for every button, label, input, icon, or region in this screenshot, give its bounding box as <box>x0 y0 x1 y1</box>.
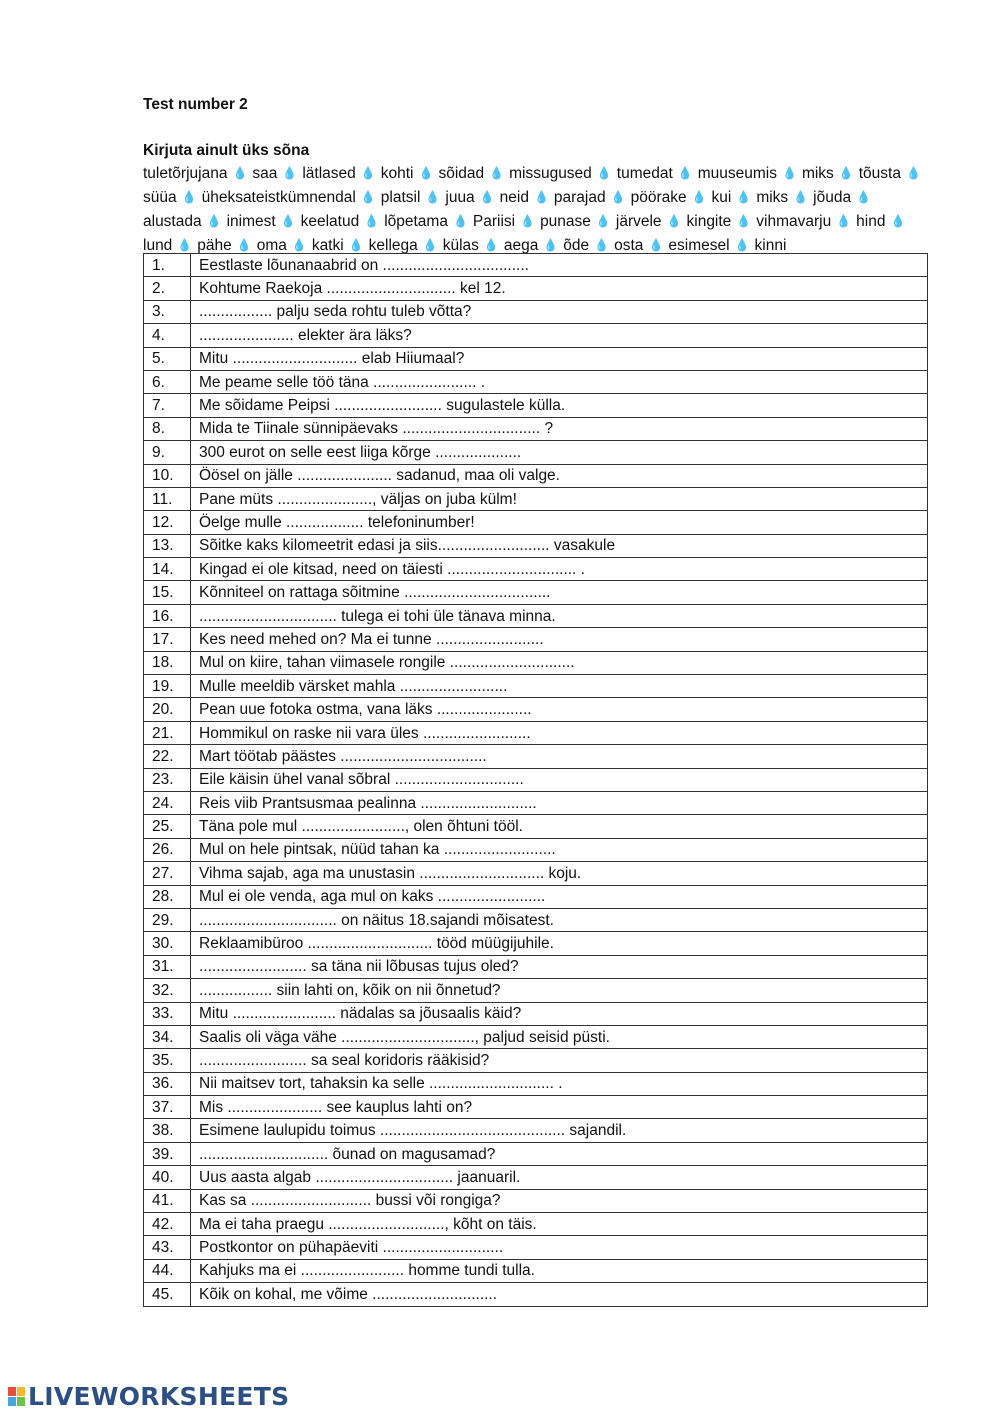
word-bank-word: üheksateistkümnendal <box>201 189 356 206</box>
table-row <box>144 604 928 627</box>
word-bank-word: jõuda <box>813 189 852 206</box>
logo-square <box>8 1387 16 1396</box>
word-bank-word: miks <box>756 189 789 206</box>
item-sentence[interactable]: Mitu ........................ nädalas sa jõusaalis käid? <box>191 1002 928 1025</box>
item-number: 44. <box>144 1259 191 1282</box>
item-sentence[interactable]: Mul on kiire, tahan viimasele rongile ............................. <box>191 651 928 674</box>
table-row <box>144 370 928 393</box>
item-sentence[interactable]: Kõik on kohal, me võime ............................. <box>191 1283 928 1306</box>
word-bank-word: pähe <box>197 237 232 254</box>
word-bank-word: Pariisi <box>472 213 516 230</box>
table-row <box>144 464 928 487</box>
water-drop-icon: 💧 <box>595 214 611 228</box>
item-sentence[interactable]: Eile käisin ühel vanal sõbral .............................. <box>191 768 928 791</box>
item-sentence[interactable]: Nii maitsev tort, tahaksin ka selle ............................. . <box>191 1072 928 1095</box>
table-row <box>144 908 928 931</box>
table-row <box>144 651 928 674</box>
water-drop-icon: 💧 <box>890 214 906 228</box>
word-bank-word: vihmavarju <box>756 213 832 230</box>
water-drop-icon: 💧 <box>360 190 376 204</box>
exercise-table <box>143 253 928 1307</box>
water-drop-icon: 💧 <box>177 238 193 252</box>
item-sentence[interactable]: Saalis oli väga vähe ..............................., paljud seisid püsti. <box>191 1025 928 1048</box>
item-sentence[interactable]: Mis ...................... see kauplus lahti on? <box>191 1096 928 1119</box>
item-number: 36. <box>144 1072 191 1095</box>
water-drop-icon: 💧 <box>425 190 441 204</box>
item-number: 15. <box>144 581 191 604</box>
table-row <box>144 721 928 744</box>
water-drop-icon: 💧 <box>543 238 559 252</box>
word-bank-word: juua <box>445 189 475 206</box>
table-row <box>144 768 928 791</box>
water-drop-icon: 💧 <box>422 238 438 252</box>
table-row <box>144 979 928 1002</box>
water-drop-icon: 💧 <box>452 214 468 228</box>
water-drop-icon: 💧 <box>181 190 197 204</box>
word-bank-word: katki <box>311 237 344 254</box>
water-drop-icon: 💧 <box>280 214 296 228</box>
table-row <box>144 394 928 417</box>
item-number: 9. <box>144 441 191 464</box>
item-sentence[interactable]: ................................ tulega ei tohi üle tänava minna. <box>191 604 928 627</box>
item-number: 37. <box>144 1096 191 1119</box>
item-sentence[interactable]: Mul ei ole venda, aga mul on kaks ......................... <box>191 885 928 908</box>
table-row <box>144 675 928 698</box>
table-row <box>144 885 928 908</box>
item-number: 27. <box>144 862 191 885</box>
item-number: 43. <box>144 1236 191 1259</box>
table-row <box>144 1283 928 1306</box>
item-sentence[interactable]: Uus aasta algab ................................ jaanuaril. <box>191 1166 928 1189</box>
item-sentence[interactable]: Öelge mulle .................. telefoninumber! <box>191 511 928 534</box>
word-bank-word: pöörake <box>630 189 687 206</box>
item-sentence[interactable]: 300 eurot on selle eest liiga kõrge .................... <box>191 441 928 464</box>
item-number: 12. <box>144 511 191 534</box>
table-row <box>144 628 928 651</box>
word-bank-word: alustada <box>143 213 202 230</box>
water-drop-icon: 💧 <box>232 166 248 180</box>
word-bank-line <box>143 210 933 234</box>
water-drop-icon: 💧 <box>348 238 364 252</box>
item-number: 11. <box>144 487 191 510</box>
table-row <box>144 1213 928 1236</box>
table-row <box>144 955 928 978</box>
item-number: 17. <box>144 628 191 651</box>
logo-text: LIVEWORKSHEETS <box>28 1381 290 1411</box>
word-bank-word: lätlased <box>302 165 356 182</box>
word-bank-word: esimesel <box>668 237 730 254</box>
item-sentence[interactable]: Hommikul on raske nii vara üles ......................... <box>191 721 928 744</box>
water-drop-icon: 💧 <box>736 190 752 204</box>
item-number: 38. <box>144 1119 191 1142</box>
item-number: 20. <box>144 698 191 721</box>
water-drop-icon: 💧 <box>838 166 854 180</box>
table-row <box>144 1072 928 1095</box>
item-sentence[interactable]: Mulle meeldib värsket mahla ......................... <box>191 675 928 698</box>
item-sentence[interactable]: Kingad ei ole kitsad, need on täiesti .............................. . <box>191 558 928 581</box>
item-sentence[interactable]: .............................. õunad on magusamad? <box>191 1142 928 1165</box>
item-number: 14. <box>144 558 191 581</box>
water-drop-icon: 💧 <box>364 214 380 228</box>
item-number: 33. <box>144 1002 191 1025</box>
water-drop-icon: 💧 <box>418 166 434 180</box>
item-sentence[interactable]: Me peame selle töö täna ........................ . <box>191 370 928 393</box>
water-drop-icon: 💧 <box>736 214 752 228</box>
item-number: 25. <box>144 815 191 838</box>
logo-mark-icon <box>8 1387 25 1406</box>
item-sentence[interactable]: ...................... elekter ära läks? <box>191 324 928 347</box>
word-bank-word: süüa <box>143 189 177 206</box>
table-row <box>144 300 928 323</box>
item-number: 35. <box>144 1049 191 1072</box>
item-sentence[interactable]: ......................... sa täna nii lõbusas tujus oled? <box>191 955 928 978</box>
table-row <box>144 441 928 464</box>
table-row <box>144 1236 928 1259</box>
item-number: 1. <box>144 254 191 277</box>
table-row <box>144 698 928 721</box>
word-bank-word: kellega <box>368 237 418 254</box>
item-sentence[interactable]: Kahjuks ma ei ........................ homme tundi tulla. <box>191 1259 928 1282</box>
water-drop-icon: 💧 <box>291 238 307 252</box>
item-sentence[interactable]: Postkontor on pühapäeviti ............................ <box>191 1236 928 1259</box>
word-bank-word: neid <box>499 189 529 206</box>
water-drop-icon: 💧 <box>236 238 252 252</box>
item-number: 29. <box>144 908 191 931</box>
item-sentence[interactable]: Mida te Tiinale sünnipäevaks ................................ ? <box>191 417 928 440</box>
water-drop-icon: 💧 <box>520 214 536 228</box>
word-bank-word: miks <box>801 165 834 182</box>
item-number: 30. <box>144 932 191 955</box>
item-number: 18. <box>144 651 191 674</box>
word-bank-word: osta <box>614 237 644 254</box>
item-number: 26. <box>144 838 191 861</box>
item-sentence[interactable]: Vihma sajab, aga ma unustasin ............................. koju. <box>191 862 928 885</box>
table-row <box>144 1025 928 1048</box>
table-row <box>144 487 928 510</box>
water-drop-icon: 💧 <box>489 166 505 180</box>
item-sentence[interactable]: Mitu ............................. elab Hiiumaal? <box>191 347 928 370</box>
item-number: 5. <box>144 347 191 370</box>
item-sentence[interactable]: Ma ei taha praegu ..........................., kõht on täis. <box>191 1213 928 1236</box>
table-row <box>144 862 928 885</box>
item-sentence[interactable]: Sõitke kaks kilomeetrit edasi ja siis.......................... vasakule <box>191 534 928 557</box>
word-bank-word: järvele <box>615 213 662 230</box>
item-number: 41. <box>144 1189 191 1212</box>
instruction-heading: Kirjuta ainult üks sõna <box>143 142 310 159</box>
item-sentence[interactable]: Mart töötab päästes .................................. <box>191 745 928 768</box>
table-row <box>144 558 928 581</box>
item-number: 7. <box>144 394 191 417</box>
word-bank-word: tuletõrjujana <box>143 165 228 182</box>
item-sentence[interactable]: Reklaamibüroo ............................. tööd müügijuhile. <box>191 932 928 955</box>
item-number: 2. <box>144 277 191 300</box>
item-sentence[interactable]: Öösel on jälle ...................... sadanud, maa oli valge. <box>191 464 928 487</box>
water-drop-icon: 💧 <box>691 190 707 204</box>
water-drop-icon: 💧 <box>734 238 750 252</box>
item-sentence[interactable]: Mul on hele pintsak, nüüd tahan ka .......................... <box>191 838 928 861</box>
item-number: 28. <box>144 885 191 908</box>
item-number: 42. <box>144 1213 191 1236</box>
word-bank-word: lund <box>143 237 173 254</box>
item-sentence[interactable]: Kas sa ............................ bussi või rongiga? <box>191 1189 928 1212</box>
table-row <box>144 745 928 768</box>
item-number: 40. <box>144 1166 191 1189</box>
item-number: 10. <box>144 464 191 487</box>
water-drop-icon: 💧 <box>836 214 852 228</box>
word-bank-word: hind <box>856 213 886 230</box>
water-drop-icon: 💧 <box>793 190 809 204</box>
item-number: 19. <box>144 675 191 698</box>
item-number: 24. <box>144 791 191 814</box>
item-number: 39. <box>144 1142 191 1165</box>
table-row <box>144 838 928 861</box>
word-bank-line <box>143 162 933 186</box>
table-row <box>144 1119 928 1142</box>
table-row <box>144 1189 928 1212</box>
item-sentence[interactable]: Kes need mehed on? Ma ei tunne ......................... <box>191 628 928 651</box>
water-drop-icon: 💧 <box>856 190 872 204</box>
table-row <box>144 1259 928 1282</box>
table-row <box>144 324 928 347</box>
word-bank-word: sõidad <box>438 165 485 182</box>
item-number: 21. <box>144 721 191 744</box>
word-bank-word: külas <box>442 237 479 254</box>
water-drop-icon: 💧 <box>483 238 499 252</box>
word-bank-word: oma <box>256 237 287 254</box>
logo-square <box>17 1397 25 1406</box>
table-row <box>144 534 928 557</box>
item-number: 45. <box>144 1283 191 1306</box>
word-bank-word: parajad <box>553 189 606 206</box>
word-bank-word: kingite <box>686 213 732 230</box>
word-bank-word: muuseumis <box>697 165 777 182</box>
item-number: 31. <box>144 955 191 978</box>
table-row <box>144 1002 928 1025</box>
logo-square <box>17 1387 25 1396</box>
table-row <box>144 581 928 604</box>
word-bank-word: punase <box>540 213 591 230</box>
table-row <box>144 932 928 955</box>
word-bank-word: saa <box>252 165 278 182</box>
item-number: 16. <box>144 604 191 627</box>
table-row <box>144 815 928 838</box>
item-sentence[interactable]: Kõnniteel on rattaga sõitmine .................................. <box>191 581 928 604</box>
item-number: 23. <box>144 768 191 791</box>
item-sentence[interactable]: Pane müts ......................, väljas on juba külm! <box>191 487 928 510</box>
word-bank-word: kui <box>711 189 732 206</box>
word-bank-word: lõpetama <box>384 213 448 230</box>
word-bank-word: missugused <box>509 165 592 182</box>
water-drop-icon: 💧 <box>648 238 664 252</box>
logo-square <box>8 1397 16 1406</box>
water-drop-icon: 💧 <box>360 166 376 180</box>
water-drop-icon: 💧 <box>905 166 921 180</box>
table-row <box>144 511 928 534</box>
table-row <box>144 417 928 440</box>
word-bank-word: keelatud <box>300 213 360 230</box>
item-number: 4. <box>144 324 191 347</box>
item-sentence[interactable]: Pean uue fotoka ostma, vana läks ...................... <box>191 698 928 721</box>
word-bank <box>143 162 933 258</box>
item-number: 13. <box>144 534 191 557</box>
water-drop-icon: 💧 <box>282 166 298 180</box>
item-sentence[interactable]: ................. palju seda rohtu tuleb võtta? <box>191 300 928 323</box>
item-sentence[interactable]: Me sõidame Peipsi ......................... sugulastele külla. <box>191 394 928 417</box>
item-sentence[interactable]: Eestlaste lõunanaabrid on .................................. <box>191 254 928 277</box>
table-row <box>144 1166 928 1189</box>
item-number: 22. <box>144 745 191 768</box>
water-drop-icon: 💧 <box>666 214 682 228</box>
word-bank-word: tõusta <box>858 165 901 182</box>
water-drop-icon: 💧 <box>596 166 612 180</box>
liveworksheets-logo[interactable] <box>8 1381 289 1411</box>
item-sentence[interactable]: Täna pole mul ........................, olen õhtuni tööl. <box>191 815 928 838</box>
item-sentence[interactable]: ................. siin lahti on, kõik on nii õnnetud? <box>191 979 928 1002</box>
water-drop-icon: 💧 <box>677 166 693 180</box>
item-number: 34. <box>144 1025 191 1048</box>
item-sentence[interactable]: Esimene laulupidu toimus ........................................... sajandil. <box>191 1119 928 1142</box>
water-drop-icon: 💧 <box>206 214 222 228</box>
water-drop-icon: 💧 <box>533 190 549 204</box>
item-number: 3. <box>144 300 191 323</box>
word-bank-word: õde <box>563 237 590 254</box>
item-sentence[interactable]: Kohtume Raekoja .............................. kel 12. <box>191 277 928 300</box>
word-bank-word: kohti <box>380 165 414 182</box>
water-drop-icon: 💧 <box>610 190 626 204</box>
table-row <box>144 1096 928 1119</box>
word-bank-word: tumedat <box>616 165 673 182</box>
item-number: 6. <box>144 370 191 393</box>
water-drop-icon: 💧 <box>781 166 797 180</box>
word-bank-word: aega <box>503 237 539 254</box>
item-number: 32. <box>144 979 191 1002</box>
water-drop-icon: 💧 <box>479 190 495 204</box>
table-row <box>144 791 928 814</box>
word-bank-line <box>143 186 933 210</box>
word-bank-word: kinni <box>754 237 787 254</box>
item-sentence[interactable]: ................................ on näitus 18.sajandi mõisatest. <box>191 908 928 931</box>
word-bank-word: inimest <box>226 213 276 230</box>
table-row <box>144 347 928 370</box>
water-drop-icon: 💧 <box>594 238 610 252</box>
word-bank-word: platsil <box>380 189 421 206</box>
item-sentence[interactable]: Reis viib Prantsusmaa pealinna ........................... <box>191 791 928 814</box>
item-number: 8. <box>144 417 191 440</box>
table-row <box>144 254 928 277</box>
item-sentence[interactable]: ......................... sa seal koridoris rääkisid? <box>191 1049 928 1072</box>
table-row <box>144 1142 928 1165</box>
table-row <box>144 1049 928 1072</box>
worksheet-title: Test number 2 <box>143 96 248 113</box>
table-row <box>144 277 928 300</box>
